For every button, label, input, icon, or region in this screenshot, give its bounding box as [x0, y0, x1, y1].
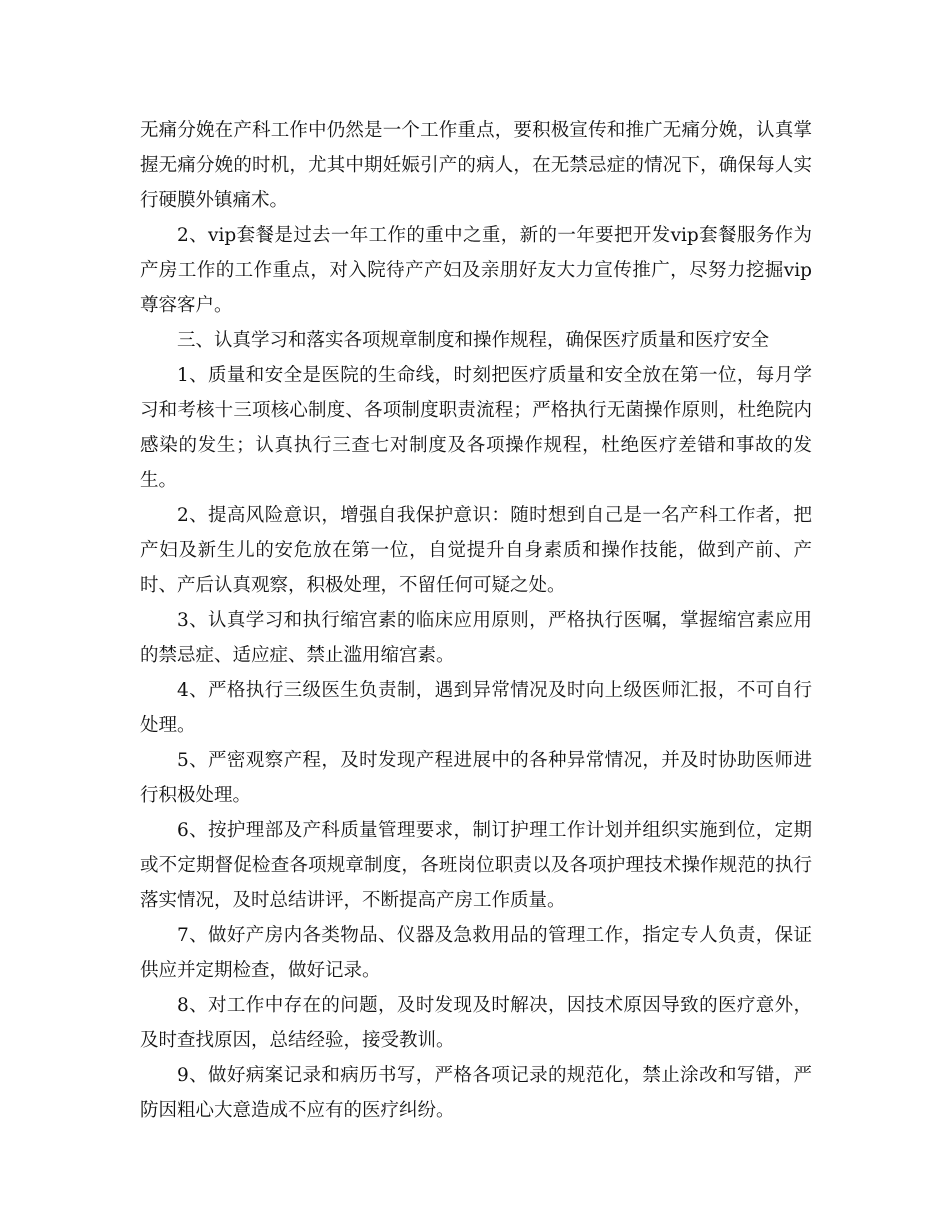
paragraph-item-7: 7、做好产房内各类物品、仪器及急救用品的管理工作，指定专人负责，保证供应并定期检查，做好记录。: [140, 925, 812, 981]
paragraph-item-6: 6、按护理部及产科质量管理要求，制订护理工作计划并组织实施到位，定期或不定期督促检查各项规章制度，各班岗位职责以及各项护理技术操作规范的执行落实情况，及时总结讲评，不断提高产房工作质量。: [140, 820, 812, 911]
paragraph-item-8: 8、对工作中存在的问题，及时发现及时解决，因技术原因导致的医疗意外，及时查找原因，总结经验，接受教训。: [140, 995, 812, 1051]
paragraph-item-3: 3、认真学习和执行缩宫素的临床应用原则，严格执行医嘱，掌握缩宫素应用的禁忌症、适应症、禁止滥用缩宫素。: [140, 610, 812, 666]
paragraph-item-1: 1、质量和安全是医院的生命线，时刻把医疗质量和安全放在第一位，每月学习和考核十三项核心制度、各项制度职责流程；严格执行无菌操作原则，杜绝院内感染的发生；认真执行三查七对制度及各项操作规程，杜绝医疗差错和事故的发生。: [140, 365, 812, 491]
document-body: [140, 113, 812, 1128]
paragraph-vip-package: 2、vip套餐是过去一年工作的重中之重，新的一年要把开发vip套餐服务作为产房工作的工作重点，对入院待产产妇及亲朋好友大力宣传推广，尽努力挖掘vip尊容客户。: [140, 225, 812, 316]
paragraph-painless-delivery: 无痛分娩在产科工作中仍然是一个工作重点，要积极宣传和推广无痛分娩，认真掌握无痛分娩的时机，尤其中期妊娠引产的病人，在无禁忌症的情况下，确保每人实行硬膜外镇痛术。: [140, 120, 812, 211]
paragraph-item-9: 9、做好病案记录和病历书写，严格各项记录的规范化，禁止涂改和写错，严防因粗心大意造成不应有的医疗纠纷。: [140, 1065, 812, 1121]
section-heading-rules: 三、认真学习和落实各项规章制度和操作规程，确保医疗质量和医疗安全: [177, 330, 770, 351]
paragraph-item-5: 5、严密观察产程，及时发现产程进展中的各种异常情况，并及时协助医师进行积极处理。: [140, 750, 812, 806]
paragraph-item-2: 2、提高风险意识，增强自我保护意识：随时想到自己是一名产科工作者，把产妇及新生儿的安危放在第一位，自觉提升自身素质和操作技能，做到产前、产时、产后认真观察，积极处理，不留任何可疑之处。: [140, 505, 812, 596]
paragraph-item-4: 4、严格执行三级医生负责制，遇到异常情况及时向上级医师汇报，不可自行处理。: [140, 680, 812, 736]
